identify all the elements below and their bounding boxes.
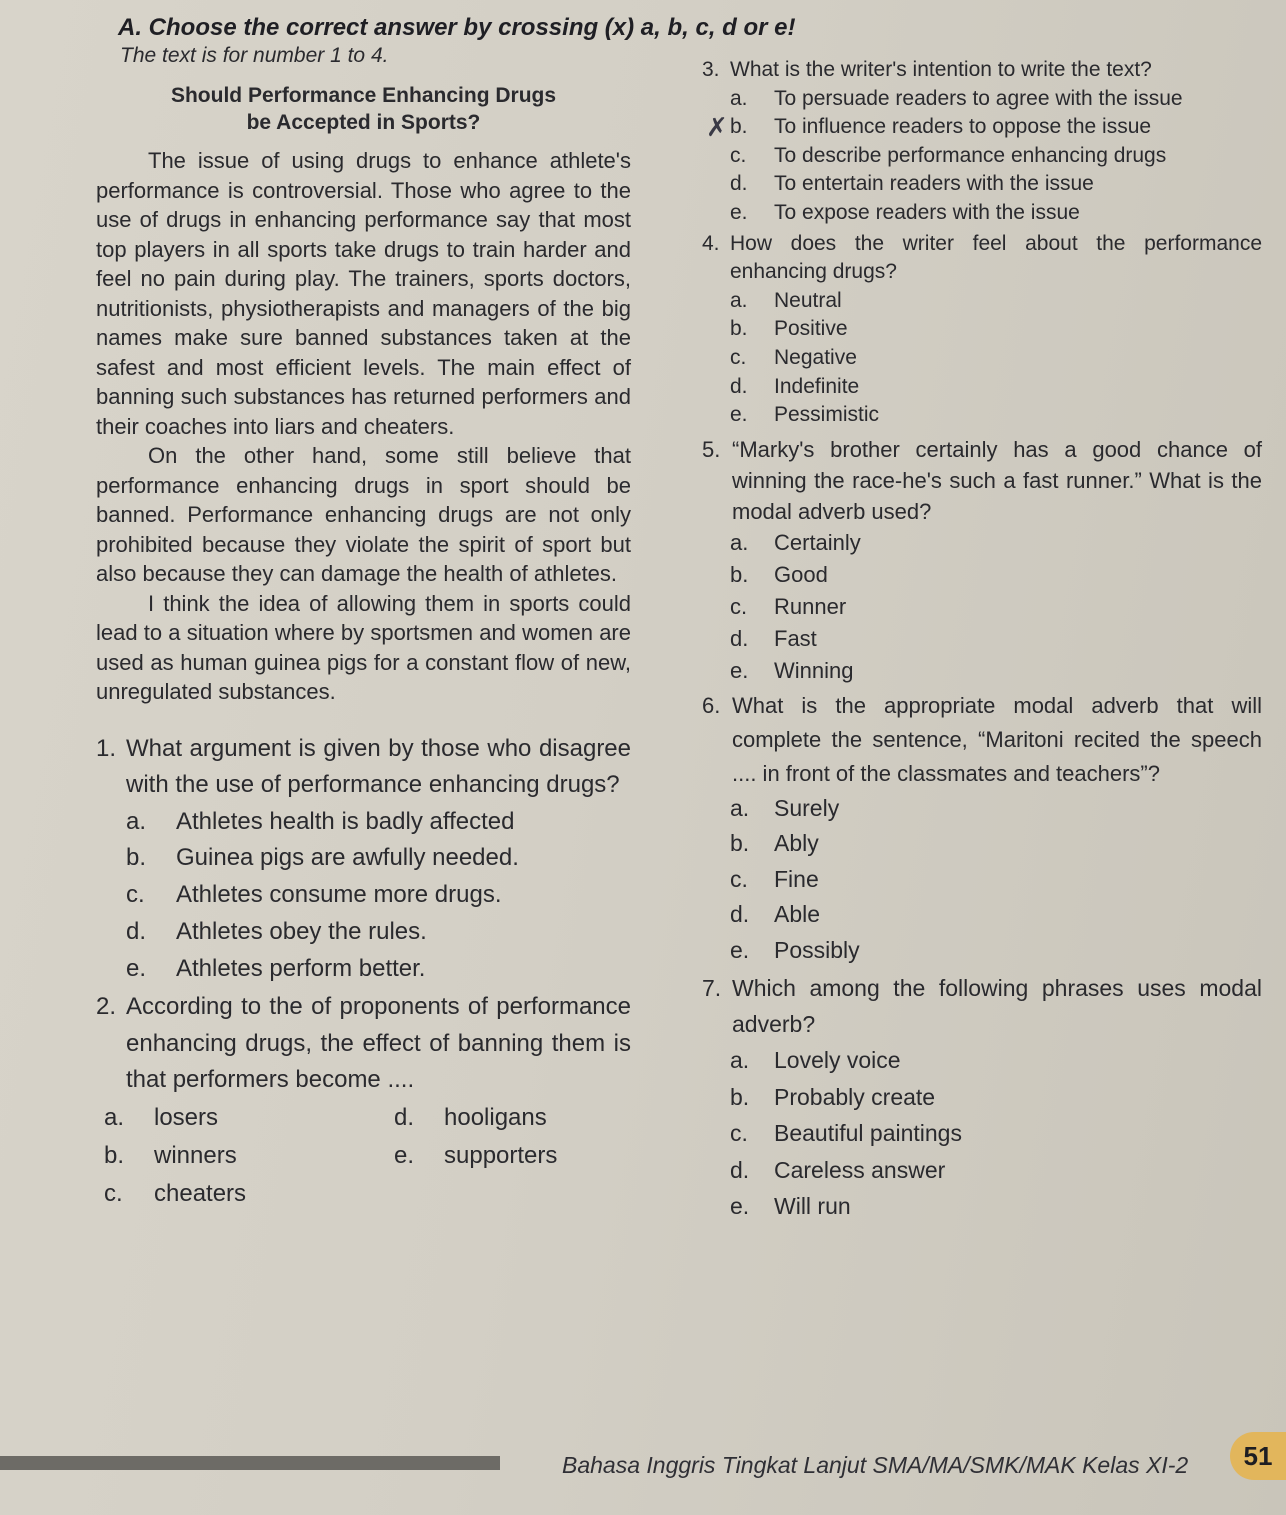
text-intro: The text is for number 1 to 4.	[120, 44, 389, 67]
q6-option-e[interactable]: e. Possibly	[730, 936, 860, 963]
question-2	[96, 989, 631, 1213]
q5-option-e[interactable]: e. Winning	[730, 657, 854, 683]
q4-option-e[interactable]: e. Pessimistic	[730, 403, 880, 427]
q3-option-a[interactable]: a. To persuade readers to agree with the issue	[730, 86, 1183, 110]
q5-option-a[interactable]: a. Certainly	[730, 529, 861, 555]
q2-option-c[interactable]: c. cheaters	[104, 1179, 247, 1207]
q6-option-b[interactable]: b. Ably	[730, 830, 819, 857]
paragraph-2: On the other hand, some still believe that performance enhancing drugs in sport should be banned. Performance enhancing drugs are not only prohibited because they violate the spirit of sport but also because they can damage the health of athletes.	[96, 443, 631, 586]
question-4	[702, 230, 1262, 430]
q5-option-d[interactable]: d. Fast	[730, 625, 817, 651]
question-5-text: “Marky's brother certainly has a good chance of winning the race-he's such a fast runner.” What is the modal adverb used?	[732, 436, 1262, 524]
cross-mark-icon: ✗	[706, 112, 728, 142]
q1-option-d[interactable]: d. Athletes obey the rules.	[126, 917, 427, 945]
q7-option-e[interactable]: e. Will run	[730, 1193, 851, 1220]
page-footer	[0, 1432, 1286, 1515]
q5-option-c[interactable]: c. Runner	[730, 593, 847, 619]
q4-option-d[interactable]: d. Indefinite	[730, 374, 860, 398]
q3-option-d[interactable]: d. To entertain readers with the issue	[730, 172, 1094, 196]
q6-option-a[interactable]: a. Surely	[730, 794, 840, 821]
q3-option-c[interactable]: c. To describe performance enhancing drugs	[730, 143, 1167, 167]
text-title-line-1: Should Performance Enhancing Drugs	[170, 84, 557, 107]
q7-option-b[interactable]: b. Probably create	[730, 1083, 936, 1110]
q7-option-d[interactable]: d. Careless answer	[730, 1156, 946, 1183]
q1-option-e[interactable]: e. Athletes perform better.	[126, 954, 426, 982]
question-1-text: What argument is given by those who disagree with the use of performance enhancing drugs?	[126, 734, 631, 798]
q2-option-b[interactable]: b. winners	[104, 1141, 237, 1169]
q6-option-d[interactable]: d. Able	[730, 901, 821, 928]
section-instruction: A. Choose the correct answer by crossing (x) a, b, c, d or e!	[118, 14, 796, 41]
q2-option-e[interactable]: e. supporters	[394, 1141, 558, 1169]
q4-option-a[interactable]: a. Neutral	[730, 288, 842, 312]
question-3-text: What is the writer's intention to write the text?	[730, 58, 1152, 81]
question-5-number: 5.	[702, 436, 721, 462]
q6-option-c[interactable]: c. Fine	[730, 865, 819, 892]
q5-option-b[interactable]: b. Good	[730, 561, 828, 587]
question-1	[96, 731, 631, 988]
question-3	[702, 56, 1262, 228]
q7-option-c[interactable]: c. Beautiful paintings	[730, 1120, 962, 1147]
q3-option-b[interactable]: b. To influence readers to oppose the issue	[730, 115, 1152, 139]
question-4-number: 4.	[702, 231, 720, 255]
right-column	[702, 56, 1262, 1225]
question-7-number: 7.	[702, 975, 722, 1002]
q3-option-e[interactable]: e. To expose readers with the issue	[730, 200, 1080, 224]
left-column	[96, 44, 631, 1213]
text-title	[96, 82, 631, 136]
question-3-number: 3.	[702, 58, 720, 81]
q2-option-a[interactable]: a. losers	[104, 1103, 219, 1131]
q7-option-a[interactable]: a. Lovely voice	[730, 1047, 901, 1074]
text-title-line-2: be Accepted in Sports?	[246, 111, 481, 134]
footer-book-title: Bahasa Inggris Tingkat Lanjut SMA/MA/SMK/MAK Kelas XI-2	[562, 1452, 1189, 1478]
footer-band	[0, 1456, 500, 1470]
question-4-text: How does the writer feel about the performance enhancing drugs?	[730, 231, 1262, 284]
page-number: 51	[1230, 1432, 1286, 1480]
question-6-number: 6.	[702, 692, 721, 718]
question-7-text: Which among the following phrases uses modal adverb?	[732, 975, 1262, 1038]
question-6	[702, 689, 1262, 969]
question-7	[702, 970, 1262, 1225]
q1-option-a[interactable]: a. Athletes health is badly affected	[126, 807, 515, 835]
question-2-text: According to the of proponents of performance enhancing drugs, the effect of banning them is that performers become ....	[126, 993, 631, 1094]
question-5	[702, 434, 1262, 687]
question-2-number: 2.	[96, 993, 117, 1021]
paragraph-3: I think the idea of allowing them in sports could lead to a situation where by sportsmen and women are used as human guinea pigs for a constant flow of new, unregulated substances.	[96, 590, 631, 704]
q1-option-b[interactable]: b. Guinea pigs are awfully needed.	[126, 844, 519, 872]
question-6-text: What is the appropriate modal adverb that will complete the sentence, “Maritoni recited the speech .... in front of the classmates and teachers”?	[732, 692, 1262, 786]
q4-option-c[interactable]: c. Negative	[730, 345, 857, 369]
q4-option-b[interactable]: b. Positive	[730, 317, 848, 341]
q1-option-c[interactable]: c. Athletes consume more drugs.	[126, 881, 502, 909]
question-1-number: 1.	[96, 734, 117, 762]
paragraph-1: The issue of using drugs to enhance athlete's performance is controversial. Those who agree to the use of drugs in enhancing performance say that most top players in all sports take drugs to train harder and feel no pain during play. The trainers, sports doctors, nutritionists, physiotherapists and managers of the big names make sure banned substances taken at the safest and most efficient levels. The main effect of banning such substances has returned performers and their coaches into liars and cheaters.	[96, 148, 631, 439]
q2-option-d[interactable]: d. hooligans	[394, 1103, 547, 1131]
